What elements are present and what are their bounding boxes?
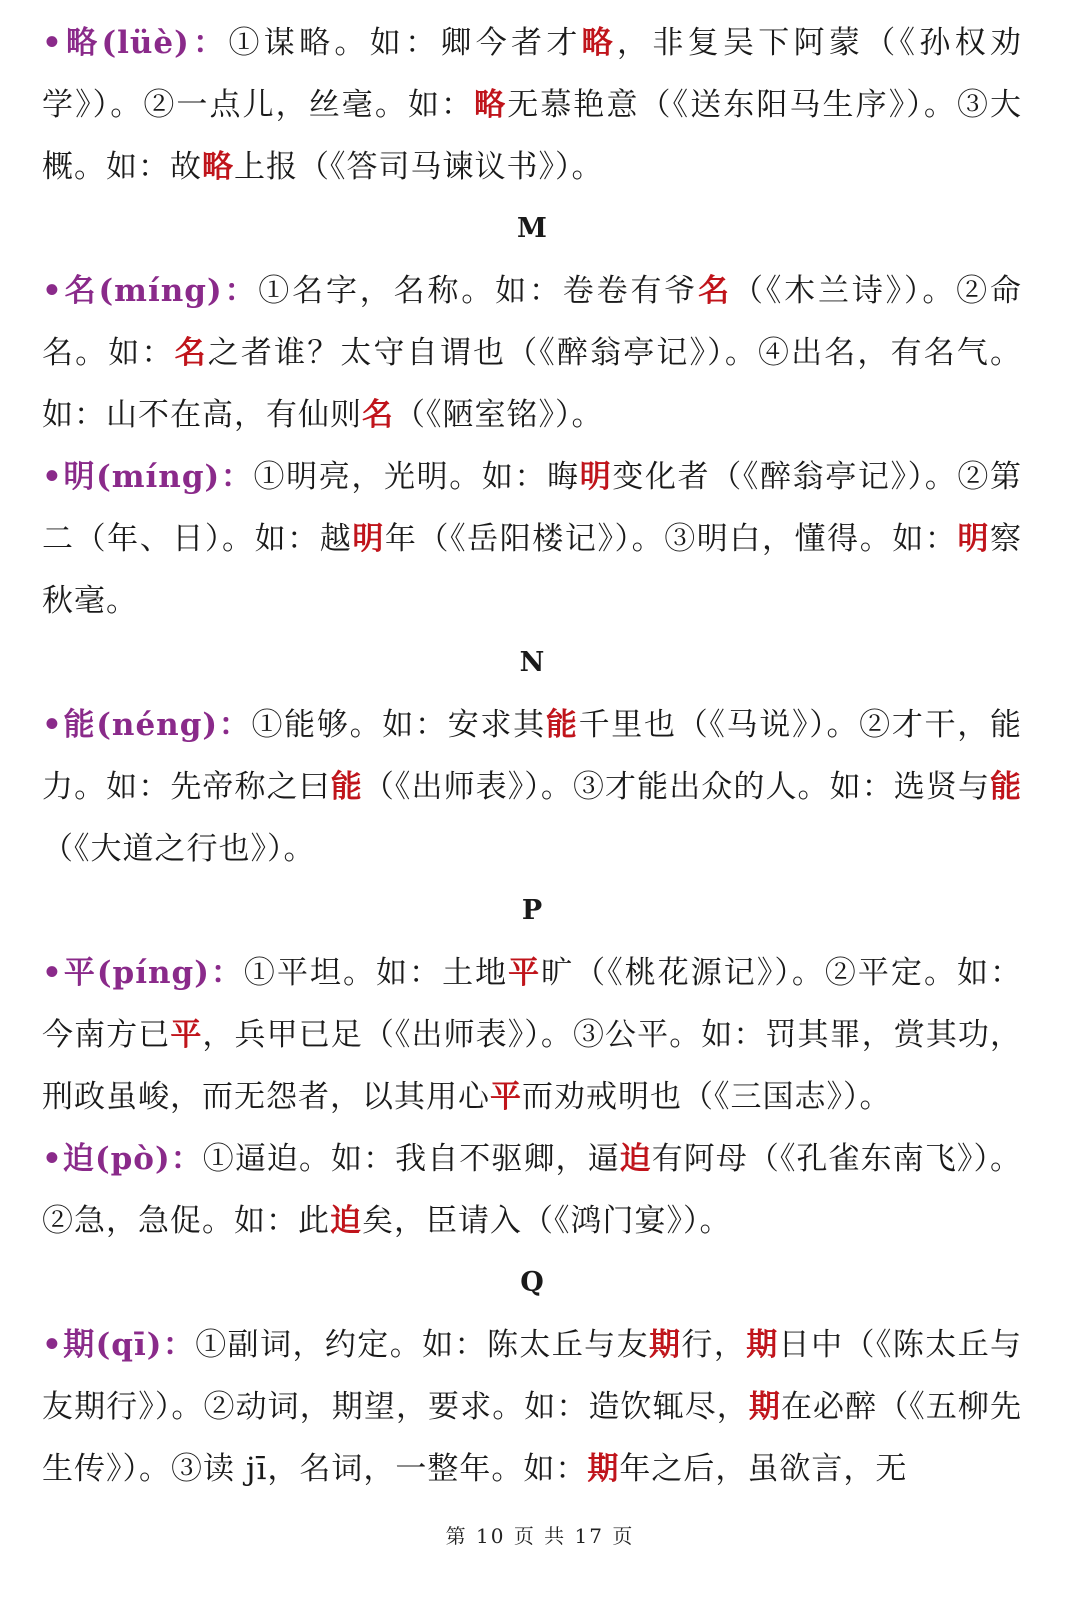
entry-headword: •名(míng)： bbox=[42, 273, 259, 309]
highlight-word: 明 bbox=[579, 459, 613, 495]
entry-text: ，兵甲已足（《出师表》）。③公平。如：罚其罪，赏其功，刑政虽峻，而无怨者，以其用心 bbox=[42, 1017, 1023, 1115]
highlight-word: 平 bbox=[490, 1079, 522, 1115]
entry-text: （《大道之行也》）。 bbox=[42, 831, 316, 867]
entry-text: 上报（《答司马谏议书》）。 bbox=[234, 149, 604, 185]
entry-text: 察秋毫。 bbox=[42, 521, 1023, 619]
entry-text: 行， bbox=[681, 1327, 747, 1363]
entry-text: （《木兰诗》）。②命名。如： bbox=[42, 273, 1022, 371]
entry-qi bbox=[42, 1314, 1022, 1500]
section-heading-m: M bbox=[517, 213, 547, 244]
highlight-word: 能 bbox=[330, 769, 363, 805]
highlight-word: 略 bbox=[474, 87, 508, 123]
highlight-word: 迫 bbox=[619, 1141, 652, 1177]
highlight-word: 名 bbox=[698, 273, 732, 309]
entry-headword: •能(néng)： bbox=[42, 707, 252, 743]
entry-text: 旷（《桃花源记》）。②平定。如：今南方已 bbox=[42, 955, 1023, 1053]
highlight-word: 略 bbox=[581, 25, 617, 61]
highlight-word: 平 bbox=[170, 1017, 203, 1053]
highlight-word: 名 bbox=[362, 397, 394, 433]
entry-text: ①能够。如：安求其 bbox=[251, 707, 546, 743]
entry-ming-bright bbox=[42, 446, 1022, 632]
section-heading-q: Q bbox=[520, 1267, 544, 1298]
entry-text: 之者谁？太守自谓也（《醉翁亭记》）。④出名，有名气。如：山不在高，有仙则 bbox=[42, 335, 1023, 433]
highlight-word: 略 bbox=[202, 149, 234, 185]
entry-text: 日中（《陈太丘与友期行》）。②动词，期望，要求。如：造饮辄尽， bbox=[42, 1327, 1023, 1425]
section-heading-p: P bbox=[521, 895, 543, 926]
entry-headword: •迫(pò)： bbox=[42, 1141, 203, 1177]
entry-text: 在必醉（《五柳先生传》）。③读 jī，名词，一整年。如： bbox=[42, 1389, 1023, 1487]
entry-ming-name bbox=[42, 260, 1022, 446]
entry-headword: •略(lüè)： bbox=[42, 25, 229, 61]
entry-text: （《出师表》）。③才能出众的人。如：选贤与 bbox=[362, 769, 991, 805]
highlight-word: 迫 bbox=[330, 1203, 362, 1239]
entry-text: 矣，臣请入（《鸿门宴》）。 bbox=[362, 1203, 732, 1239]
entry-text: ①平坦。如：土地 bbox=[243, 955, 509, 991]
highlight-word: 能 bbox=[545, 707, 579, 743]
section-heading-n: N bbox=[519, 647, 545, 678]
entry-text: 年（《岳阳楼记》）。③明白，懂得。如： bbox=[384, 521, 958, 557]
highlight-word: 明 bbox=[352, 521, 385, 557]
entry-text: 年之后，虽欲言，无 bbox=[619, 1451, 908, 1487]
entry-text: ，非复吴下阿蒙（《孙权劝学》）。②一点儿，丝毫。如： bbox=[42, 25, 1023, 123]
highlight-word: 期 bbox=[746, 1327, 779, 1363]
entry-ping bbox=[42, 942, 1022, 1128]
highlight-word: 能 bbox=[990, 769, 1023, 805]
highlight-word: 名 bbox=[174, 335, 208, 371]
highlight-word: 期 bbox=[649, 1327, 682, 1363]
page-number-footer: 第 10 页 共 17 页 bbox=[445, 1524, 635, 1548]
entry-text: （《陋室铭》）。 bbox=[394, 397, 604, 433]
entry-headword: •期(qī)： bbox=[42, 1327, 196, 1363]
entry-headword: •明(míng)： bbox=[42, 459, 254, 495]
highlight-word: 平 bbox=[508, 955, 542, 991]
highlight-word: 明 bbox=[957, 521, 991, 557]
highlight-word: 期 bbox=[587, 1451, 620, 1487]
entry-text: 有阿母（《孔雀东南飞》）。②急，急促。如：此 bbox=[42, 1141, 1023, 1239]
dictionary-content bbox=[42, 12, 1022, 1500]
entry-headword: •平(píng)： bbox=[42, 955, 244, 991]
entry-po bbox=[42, 1128, 1022, 1252]
entry-text: ①谋略。如：卿今者才 bbox=[228, 25, 582, 61]
entry-text: 而劝戒明也（《三国志》）。 bbox=[522, 1079, 892, 1115]
entry-text: 变化者（《醉翁亭记》）。②第二（年、日）。如：越 bbox=[42, 459, 1023, 557]
entry-text: 无慕艳意（《送东阳马生序》）。③大概。如：故 bbox=[42, 87, 1023, 185]
entry-text: ①逼迫。如：我自不驱卿，逼 bbox=[202, 1141, 620, 1177]
entry-lue bbox=[42, 12, 1022, 198]
entry-text: ①名字，名称。如：卷卷有爷 bbox=[258, 273, 699, 309]
entry-neng bbox=[42, 694, 1022, 880]
entry-text: ①明亮，光明。如：晦 bbox=[253, 459, 580, 495]
highlight-word: 期 bbox=[748, 1389, 781, 1425]
entry-text: 千里也（《马说》）。②才干，能力。如：先帝称之曰 bbox=[42, 707, 1023, 805]
entry-text: ①副词，约定。如：陈太丘与友 bbox=[195, 1327, 649, 1363]
